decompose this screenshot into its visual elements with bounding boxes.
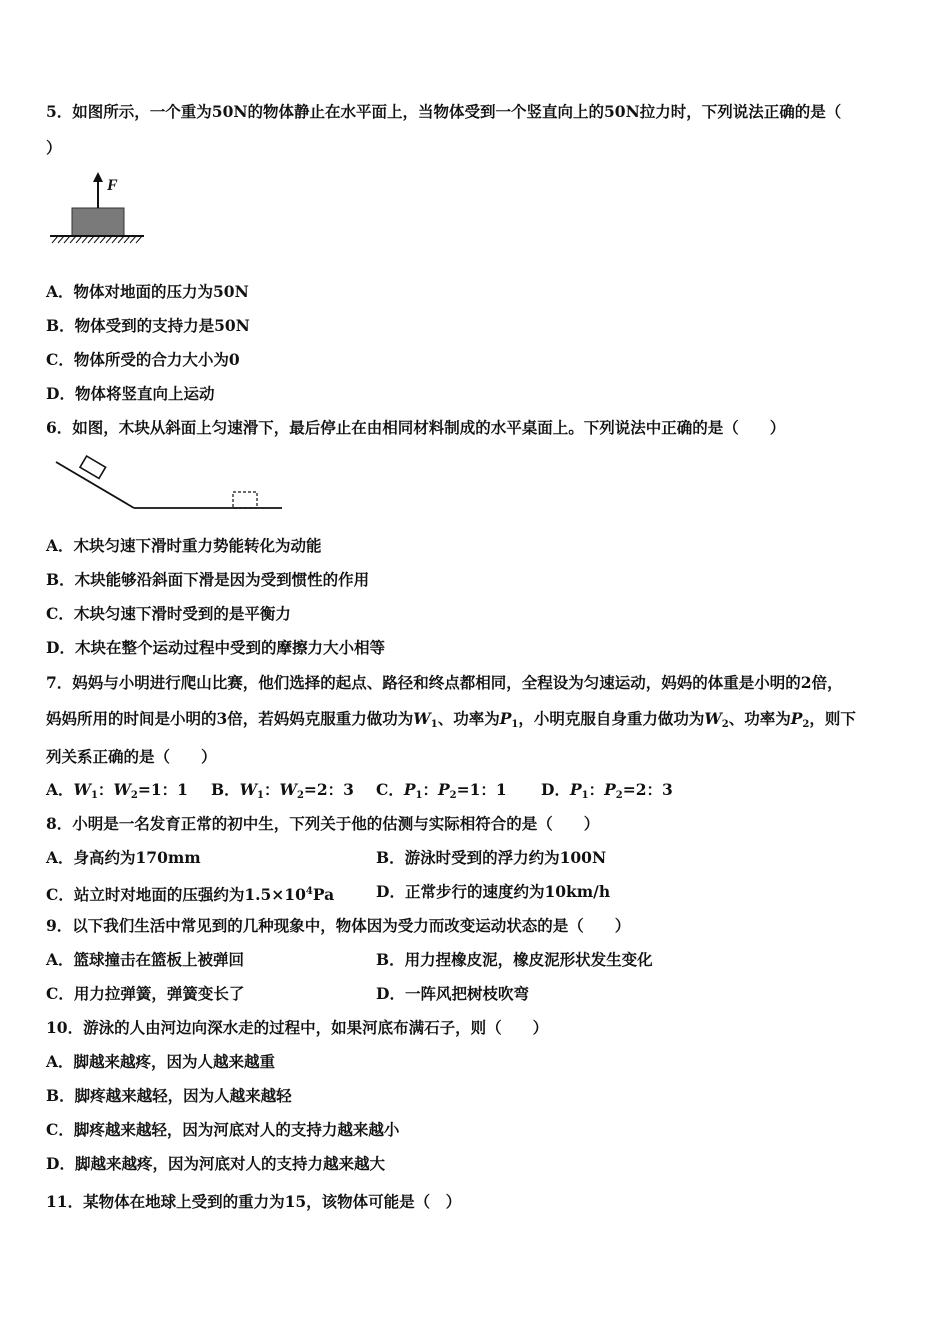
q5-option-b: B．物体受到的支持力是50N <box>46 316 250 335</box>
q9-stem: 9．以下我们生活中常见到的几种现象中，物体因为受力而改变运动状态的是（ ） <box>46 916 631 935</box>
q9-option-a: A．篮球撞击在篮板上被弹回 <box>46 950 245 969</box>
force-arrow-head <box>93 172 103 182</box>
wood-block-on-slope <box>80 456 106 478</box>
q6-figure-incline <box>52 452 287 514</box>
block <box>72 208 124 236</box>
q7-stem-line2: 妈妈所用的时间是小明的3倍，若妈妈克服重力做功为$W_1$、功率为$P_1$，小明克服自身重力做功为$W_2$、功率为$P_2$，则下 <box>46 709 856 730</box>
q6-option-d: D．木块在整个运动过程中受到的摩擦力大小相等 <box>46 638 385 657</box>
q6-stem: 6．如图，木块从斜面上匀速滑下，最后停止在由相同材料制成的水平桌面上。下列说法中正确的是（ ） <box>46 418 786 437</box>
q8-option-b: B．游泳时受到的浮力约为100N <box>376 848 607 867</box>
q10-option-d: D．脚越来越疼，因为河底对人的支持力越来越大 <box>46 1154 385 1173</box>
q10-option-b: B．脚疼越来越轻，因为人越来越轻 <box>46 1086 292 1105</box>
q6-option-c: C．木块匀速下滑时受到的是平衡力 <box>46 604 291 623</box>
q7-option-c: C．$P_1$：$P_2=1$：1 <box>376 780 507 801</box>
q6-option-a: A．木块匀速下滑时重力势能转化为动能 <box>46 536 322 555</box>
q5-option-d: D．物体将竖直向上运动 <box>46 384 215 403</box>
q7-stem-line3: 列关系正确的是（ ） <box>46 747 217 766</box>
q7-stem-line1: 7．妈妈与小明进行爬山比赛，他们选择的起点、路径和终点都相同，全程设为匀速运动，妈妈的体重是小明的2倍， <box>46 673 843 692</box>
q7-option-b: B．$W_1$：$W_2=2$：3 <box>211 780 354 801</box>
q8-option-a: A．身高约为170mm <box>46 848 201 867</box>
q8-stem: 8．小明是一名发育正常的初中生，下列关于他的估测与实际相符合的是（ ） <box>46 814 600 833</box>
q10-stem: 10．游泳的人由河边向深水走的过程中，如果河底布满石子，则（ ） <box>46 1018 549 1037</box>
q5-stem-line2: ） <box>46 138 62 157</box>
force-label: F <box>107 177 118 194</box>
q5-figure-block-on-ground <box>46 170 146 250</box>
q8-option-c: C．站立时对地面的压强约为$1.5\times 10^4Pa$ <box>46 885 335 904</box>
q9-option-c: C．用力拉弹簧，弹簧变长了 <box>46 984 245 1003</box>
ground-hatching <box>52 236 142 243</box>
q7-option-a: A．$W_1$：$W_2=1$：1 <box>46 780 188 801</box>
q6-option-b: B．木块能够沿斜面下滑是因为受到惯性的作用 <box>46 570 370 589</box>
q7-option-d: D．$P_1$：$P_2=2$：3 <box>541 780 673 801</box>
q10-option-a: A．脚越来越疼，因为人越来越重 <box>46 1052 276 1071</box>
q5-stem-line1: 5．如图所示，一个重为50N的物体静止在水平面上，当物体受到一个竖直向上的50N拉力时，下列说法正确的是（ <box>46 102 842 121</box>
q5-option-c: C．物体所受的合力大小为0 <box>46 350 240 369</box>
q8-option-d: D．正常步行的速度约为10km/h <box>376 882 611 901</box>
q10-option-c: C．脚疼越来越轻，因为河底对人的支持力越来越小 <box>46 1120 400 1139</box>
q5-option-a: A．物体对地面的压力为50N <box>46 282 249 301</box>
q9-option-b: B．用力捏橡皮泥，橡皮泥形状发生变化 <box>376 950 653 969</box>
q9-option-d: D．一阵风把树枝吹弯 <box>376 984 529 1003</box>
q11-stem: 11．某物体在地球上受到的重力为15，该物体可能是（ ） <box>46 1192 462 1211</box>
wood-block-final-position <box>233 492 257 508</box>
